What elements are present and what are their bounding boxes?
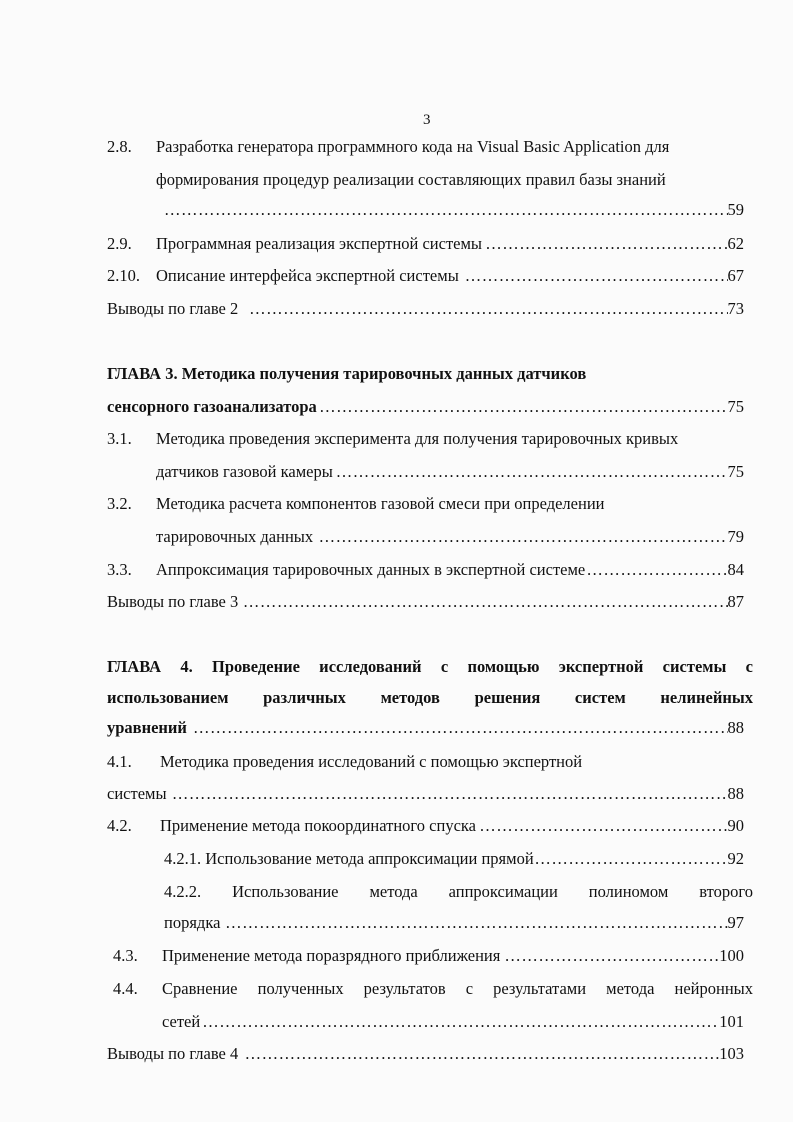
chapter-title: сенсорного газоанализатора — [107, 397, 317, 416]
dot-leader — [164, 200, 728, 220]
toc-entry-text: тарировочных данных — [156, 527, 314, 546]
toc-page: 101 — [719, 1012, 744, 1031]
dot-leader — [319, 397, 727, 417]
chapter-title: ГЛАВА 3. Методика получения тарировочных данных датчиков — [107, 364, 587, 383]
toc-page: 88 — [727, 784, 744, 803]
toc-entry — [162, 1012, 744, 1032]
toc-number: 4.1. — [107, 752, 132, 771]
toc-entry — [156, 234, 744, 254]
toc-page: 67 — [727, 266, 744, 285]
dot-leader — [504, 946, 719, 966]
toc-number: 4.2. — [107, 816, 132, 835]
toc-entry-text: Разработка генератора программного кода на Visual Basic Application для — [156, 137, 670, 156]
toc-page: 100 — [719, 946, 744, 965]
toc-entry — [107, 718, 744, 738]
toc-entry — [156, 560, 744, 580]
toc-number: 2.8. — [107, 137, 132, 156]
toc-entry-text: Методика проведения исследований с помощью экспертной — [160, 752, 583, 771]
toc-entry-text: Применение метода поразрядного приближения — [162, 946, 501, 965]
toc-entry-text: 4.2.1. Использование метода аппроксимации прямой — [164, 849, 534, 868]
toc-page: 87 — [727, 592, 744, 611]
toc-entry — [156, 266, 744, 286]
toc-entry — [107, 397, 744, 417]
dot-leader — [249, 299, 727, 319]
chapter-title: уравнений — [107, 718, 187, 737]
toc-entry-text: сетей — [162, 1012, 201, 1031]
toc-page: 79 — [727, 527, 744, 546]
toc-page: 92 — [727, 849, 744, 868]
toc-number: 3.2. — [107, 494, 132, 513]
toc-page: 62 — [727, 234, 744, 253]
toc-entry — [164, 849, 744, 869]
toc-entry-text: Программная реализация экспертной системы — [156, 234, 483, 253]
toc-entry — [156, 462, 744, 482]
dot-leader — [465, 266, 728, 286]
toc-page: 84 — [727, 560, 744, 579]
toc-page: 97 — [727, 913, 744, 932]
toc-entry — [162, 946, 744, 966]
toc-entry-text: формирования процедур реализации составляющих правил базы знаний — [156, 170, 666, 189]
toc-entry-leader — [164, 200, 744, 220]
toc-entry-text: Методика расчета компонентов газовой смеси при определении — [156, 494, 605, 513]
toc-page: 75 — [727, 397, 744, 416]
toc-entry — [156, 527, 744, 547]
dot-leader — [586, 560, 727, 580]
toc-entry-text: порядка — [164, 913, 221, 932]
dot-leader — [225, 913, 727, 933]
dot-leader — [193, 718, 727, 738]
toc-page: 90 — [727, 816, 744, 835]
toc-page: 88 — [727, 718, 744, 737]
toc-entry — [164, 913, 744, 933]
toc-entry-text: 4.2.2. Использование метода аппроксимации полиномом второго — [164, 882, 753, 901]
toc-entry-text: Описание интерфейса экспертной системы — [156, 266, 459, 285]
dot-leader — [245, 1044, 720, 1064]
toc-entry-text: системы — [107, 784, 167, 803]
toc-entry-text: Сравнение полученных результатов с результатами метода нейронных — [162, 979, 753, 998]
toc-entry-text: Выводы по главе 3 — [107, 592, 239, 611]
toc-number: 4.4. — [113, 979, 138, 998]
toc-entry — [107, 592, 744, 612]
dot-leader — [479, 816, 727, 836]
toc-entry-text: Применение метода покоординатного спуска — [160, 816, 476, 835]
dot-leader — [172, 784, 728, 804]
toc-entry-text: Методика проведения эксперимента для получения тарировочных кривых — [156, 429, 679, 448]
dot-leader — [243, 592, 728, 612]
toc-page: 75 — [727, 462, 744, 481]
toc-entry-text: Выводы по главе 4 — [107, 1044, 239, 1063]
toc-entry-text: Выводы по главе 2 — [107, 299, 239, 318]
dot-leader — [319, 527, 728, 547]
toc-entry-text: датчиков газовой камеры — [156, 462, 333, 481]
chapter-title: ГЛАВА 4. Проведение исследований с помощью экспертной системы с — [107, 657, 753, 676]
dot-leader — [534, 849, 727, 869]
toc-page: 73 — [727, 299, 744, 318]
toc-number: 3.3. — [107, 560, 132, 579]
toc-entry — [107, 1044, 744, 1064]
toc-entry — [107, 784, 744, 804]
toc-entry-text: Аппроксимация тарировочных данных в экспертной системе — [156, 560, 586, 579]
toc-entry — [107, 299, 744, 319]
toc-number: 2.9. — [107, 234, 132, 253]
toc-page: 103 — [719, 1044, 744, 1063]
dot-leader — [202, 1012, 719, 1032]
toc-number: 3.1. — [107, 429, 132, 448]
toc-page: 59 — [727, 200, 744, 219]
toc-entry — [160, 816, 744, 836]
page-number: 3 — [423, 112, 431, 128]
toc-number: 4.3. — [113, 946, 138, 965]
dot-leader — [485, 234, 727, 254]
dot-leader — [336, 462, 728, 482]
chapter-title: использованием различных методов решения систем нелинейных — [107, 688, 753, 707]
toc-number: 2.10. — [107, 266, 140, 285]
